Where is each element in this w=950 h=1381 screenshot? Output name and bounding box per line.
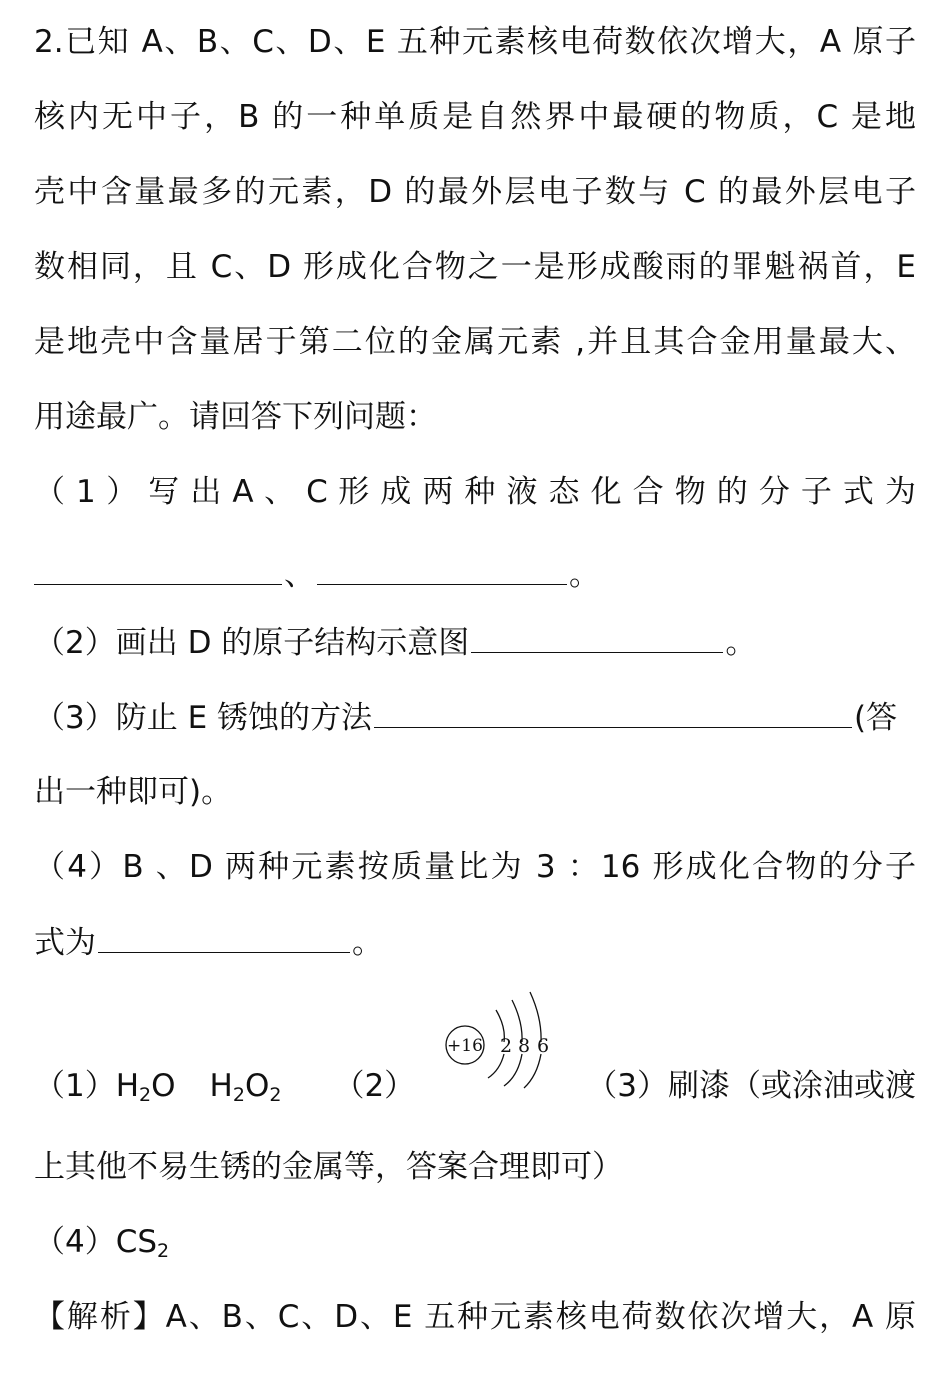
answer-1-formula-water: $H_2O$: [115, 1068, 176, 1106]
shell-electrons-1: 2: [499, 1035, 513, 1057]
q3-line: [34, 697, 916, 738]
answer-4-sub: 2: [157, 1240, 170, 1262]
shell-arc-2-bottom: [504, 1054, 522, 1086]
shell-arc-3-bottom: [524, 1054, 541, 1088]
q1-text: （ 1 ） 写 出 A 、 C 形 成 两 种 液 态 化 合 物 的 分 子 式 为: [34, 474, 916, 510]
q3-tail: (答: [854, 700, 898, 736]
question-line-6: 用途最广。请回答下列问题：: [34, 399, 437, 435]
answer-4: [34, 1222, 916, 1262]
q4-line-1: （4）B 、D 两种元素按质量比为 3 ：16 形成化合物的分子: [34, 849, 916, 885]
question-line-4: 数相同，且 C、D 形成化合物之一是形成酸雨的罪魁祸首，E: [34, 249, 916, 285]
q2-end: 。: [725, 625, 757, 661]
q4-end: 。: [352, 925, 383, 961]
shell-electrons-2: 8: [517, 1035, 531, 1057]
answer-1-label: （1）: [34, 1068, 116, 1104]
q1-blank-2[interactable]: [317, 554, 567, 585]
q2-blank[interactable]: [471, 622, 723, 653]
q3-text: （3）防止 E 锈蚀的方法: [34, 700, 373, 736]
answer-4-label: （4）CS: [34, 1224, 158, 1260]
q1-end: 。: [569, 557, 600, 593]
atom-structure-diagram: [440, 990, 560, 1090]
question-line-3: 壳中含量最多的元素，D 的最外层电子数与 C 的最外层电子: [34, 174, 916, 210]
question-line-2: 核内无中子，B 的一种单质是自然界中最硬的物质，C 是地: [34, 99, 916, 135]
q2-text: （2）画出 D 的原子结构示意图: [34, 625, 470, 661]
analysis-line-1: 【解析】A、B、C、D、E 五种元素核电荷数依次增大，A 原: [34, 1299, 916, 1335]
q1-blank-1[interactable]: [34, 554, 282, 585]
shell-electrons-3: 6: [536, 1035, 550, 1057]
q1-answer-blanks: [34, 554, 916, 595]
q4-prefix: 式为: [34, 925, 96, 961]
shell-arc-1-bottom: [488, 1054, 504, 1078]
nucleus-charge: +16: [447, 1036, 483, 1056]
answer-3-line-2: 上其他不易生锈的金属等，答案合理即可）: [34, 1149, 623, 1185]
question-line-1: 2.已知 A、B、C、D、E 五种元素核电荷数依次增大，A 原子: [34, 24, 916, 60]
question-line-5: 是地壳中含量居于第二位的金属元素 ,并且其合金用量最大、: [34, 324, 916, 360]
answer-1-and-2: [34, 1066, 415, 1106]
answer-1-formula-peroxide: $H_2O_2$: [209, 1068, 282, 1106]
answer-3-text: （3）刷漆（或涂油或渡: [586, 1068, 916, 1104]
q1-separator: 、: [284, 557, 315, 593]
q4-blank[interactable]: [98, 922, 350, 953]
q2-line: [34, 622, 916, 663]
q4-line-2: [34, 922, 916, 963]
q3-blank[interactable]: [374, 697, 852, 728]
q3-line-2: 出一种即可)。: [34, 774, 233, 810]
answer-2-label: （2）: [333, 1068, 416, 1104]
